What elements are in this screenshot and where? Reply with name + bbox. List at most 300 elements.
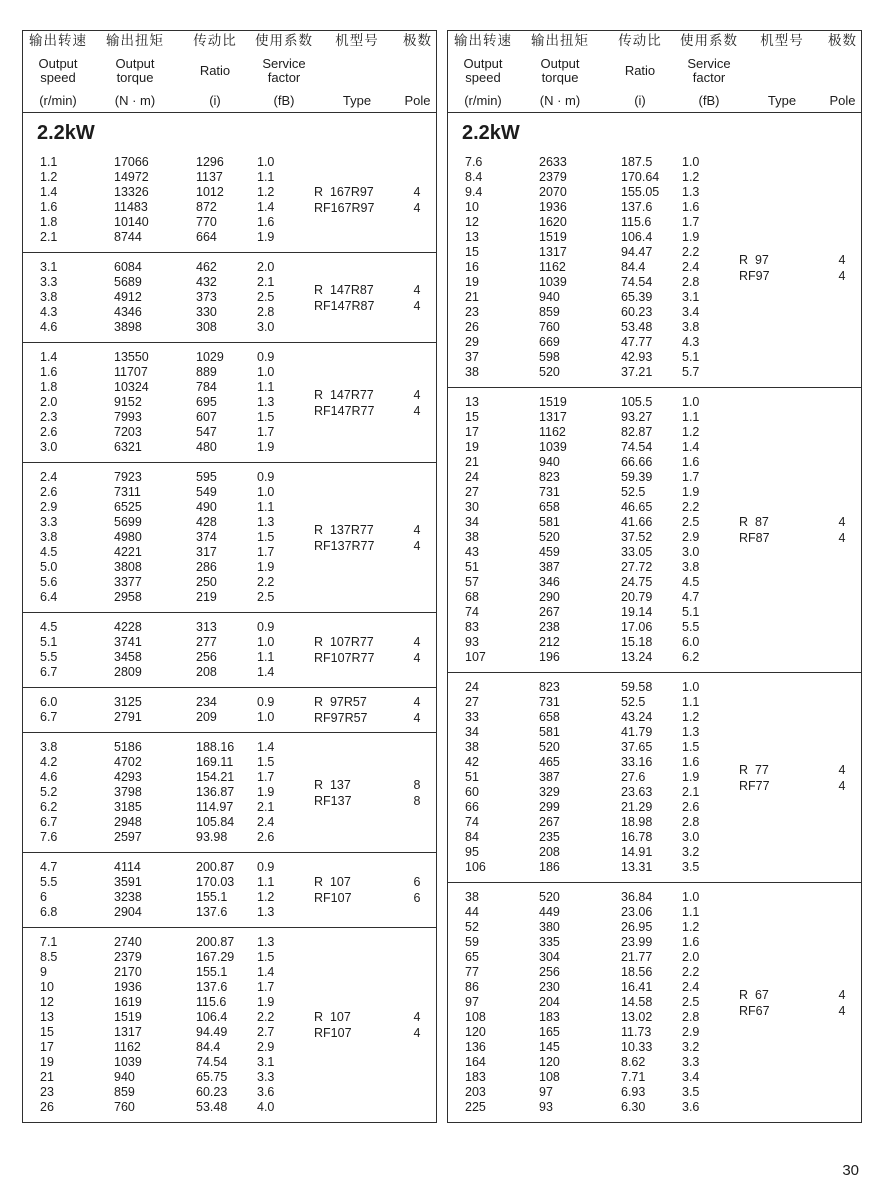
gear-ratio-block bbox=[23, 687, 436, 732]
type-label: R 97R57 bbox=[314, 695, 367, 709]
ratio-cell: 53.48 bbox=[196, 1100, 228, 1114]
speed-cell: 52 bbox=[465, 920, 479, 934]
speed-cell: 3.3 bbox=[40, 275, 58, 289]
table-row bbox=[448, 830, 861, 845]
table-row bbox=[23, 365, 436, 380]
pole-value: 4 bbox=[413, 695, 421, 709]
ratio-cell: 6.30 bbox=[621, 1100, 646, 1114]
table-row bbox=[448, 410, 861, 425]
header-en-label bbox=[38, 57, 77, 85]
service-factor-cell: 3.2 bbox=[682, 1040, 700, 1054]
torque-cell: 1519 bbox=[539, 395, 567, 409]
torque-cell: 335 bbox=[539, 935, 560, 949]
type-label: RF107 bbox=[314, 891, 352, 905]
speed-cell: 34 bbox=[465, 725, 479, 739]
speed-cell: 4.2 bbox=[40, 755, 58, 769]
ratio-cell: 37.21 bbox=[621, 365, 653, 379]
ratio-cell: 52.5 bbox=[621, 695, 646, 709]
table-row bbox=[23, 485, 436, 500]
ratio-cell: 74.54 bbox=[196, 1055, 228, 1069]
ratio-cell: 115.6 bbox=[196, 995, 227, 1009]
spec-table-panel-2 bbox=[447, 30, 862, 1123]
pole-value: 6 bbox=[413, 875, 421, 889]
service-factor-cell: 2.5 bbox=[257, 290, 275, 304]
speed-cell: 108 bbox=[465, 1010, 486, 1024]
torque-cell: 304 bbox=[539, 950, 560, 964]
ratio-cell: 84.4 bbox=[196, 1040, 221, 1054]
speed-cell: 8.5 bbox=[40, 950, 58, 964]
torque-cell: 731 bbox=[539, 485, 560, 499]
header-unit-label: (fB) bbox=[273, 93, 295, 108]
ratio-cell: 13.31 bbox=[621, 860, 653, 874]
table-row bbox=[448, 590, 861, 605]
service-factor-cell: 1.3 bbox=[257, 935, 275, 949]
service-factor-cell: 2.4 bbox=[682, 260, 700, 274]
header-unit-label: (r/min) bbox=[464, 93, 502, 108]
torque-cell: 108 bbox=[539, 1070, 560, 1084]
service-factor-cell: 3.4 bbox=[682, 305, 700, 319]
speed-cell: 120 bbox=[465, 1025, 486, 1039]
torque-cell: 581 bbox=[539, 515, 560, 529]
speed-cell: 107 bbox=[465, 650, 486, 664]
service-factor-cell: 2.1 bbox=[257, 275, 275, 289]
ratio-cell: 308 bbox=[196, 320, 217, 334]
ratio-cell: 105.84 bbox=[196, 815, 235, 829]
service-factor-cell: 1.5 bbox=[257, 755, 275, 769]
torque-cell: 267 bbox=[539, 605, 560, 619]
service-factor-cell: 1.5 bbox=[257, 530, 275, 544]
service-factor-cell: 5.7 bbox=[682, 365, 700, 379]
service-factor-cell: 0.9 bbox=[257, 620, 275, 634]
speed-cell: 37 bbox=[465, 350, 479, 364]
ratio-cell: 188.16 bbox=[196, 740, 235, 754]
table-row bbox=[448, 425, 861, 440]
service-factor-cell: 2.1 bbox=[257, 800, 275, 814]
speed-cell: 4.6 bbox=[40, 320, 58, 334]
ratio-cell: 16.78 bbox=[621, 830, 653, 844]
speed-cell: 10 bbox=[465, 200, 479, 214]
speed-cell: 44 bbox=[465, 905, 479, 919]
service-factor-cell: 5.5 bbox=[682, 620, 700, 634]
speed-cell: 27 bbox=[465, 485, 479, 499]
service-factor-cell: 1.2 bbox=[682, 170, 700, 184]
speed-cell: 1.2 bbox=[40, 170, 58, 184]
torque-cell: 183 bbox=[539, 1010, 560, 1024]
service-factor-cell: 1.0 bbox=[682, 680, 700, 694]
torque-cell: 3125 bbox=[114, 695, 142, 709]
service-factor-cell: 1.1 bbox=[682, 695, 700, 709]
torque-cell: 2597 bbox=[114, 830, 142, 844]
service-factor-cell: 2.0 bbox=[257, 260, 275, 274]
pole-value: 8 bbox=[413, 777, 421, 792]
ratio-cell: 41.79 bbox=[621, 725, 653, 739]
torque-cell: 2070 bbox=[539, 185, 567, 199]
table-row bbox=[23, 470, 436, 485]
ratio-cell: 872 bbox=[196, 200, 217, 214]
torque-cell: 2170 bbox=[114, 965, 142, 979]
speed-cell: 21 bbox=[465, 290, 479, 304]
torque-cell: 1039 bbox=[114, 1055, 142, 1069]
header-unit-label: Type bbox=[767, 93, 797, 108]
col-type-header bbox=[740, 34, 824, 108]
type-line bbox=[739, 268, 859, 284]
service-factor-cell: 1.2 bbox=[682, 920, 700, 934]
header-en-line: torque bbox=[116, 70, 154, 85]
speed-cell: 15 bbox=[465, 245, 479, 259]
ratio-cell: 209 bbox=[196, 710, 217, 724]
ratio-cell: 59.39 bbox=[621, 470, 653, 484]
header-unit-label: Type bbox=[342, 93, 372, 108]
type-label: RF137 bbox=[314, 793, 352, 808]
header-en-label bbox=[200, 64, 230, 78]
type-label: R 107 bbox=[314, 875, 351, 889]
torque-cell: 186 bbox=[539, 860, 560, 874]
torque-cell: 3185 bbox=[114, 800, 142, 814]
torque-cell: 5689 bbox=[114, 275, 142, 289]
header-en-line: factor bbox=[692, 70, 726, 85]
speed-cell: 3.1 bbox=[40, 260, 58, 274]
torque-cell: 1619 bbox=[114, 995, 142, 1009]
service-factor-cell: 1.2 bbox=[682, 425, 700, 439]
torque-cell: 940 bbox=[539, 455, 560, 469]
speed-cell: 8.4 bbox=[465, 170, 483, 184]
speed-cell: 38 bbox=[465, 890, 479, 904]
page-number: 30 bbox=[842, 1162, 859, 1179]
type-line bbox=[739, 514, 859, 530]
torque-cell: 10324 bbox=[114, 380, 149, 394]
service-factor-cell: 2.5 bbox=[257, 590, 275, 604]
table-row bbox=[448, 395, 861, 410]
type-line bbox=[314, 184, 434, 200]
speed-cell: 2.6 bbox=[40, 425, 58, 439]
type-line bbox=[739, 1003, 859, 1019]
pole-value: 4 bbox=[413, 1026, 421, 1040]
torque-cell: 449 bbox=[539, 905, 560, 919]
type-label: RF147R87 bbox=[314, 298, 375, 313]
ratio-cell: 219 bbox=[196, 590, 217, 604]
header-en-label bbox=[687, 57, 730, 85]
torque-cell: 3741 bbox=[114, 635, 142, 649]
speed-cell: 33 bbox=[465, 710, 479, 724]
torque-cell: 7993 bbox=[114, 410, 142, 424]
table-row bbox=[23, 260, 436, 275]
table-row bbox=[448, 305, 861, 320]
table-row bbox=[448, 170, 861, 185]
table-row bbox=[448, 1025, 861, 1040]
speed-cell: 4.5 bbox=[40, 545, 58, 559]
table-row bbox=[448, 680, 861, 695]
torque-cell: 8744 bbox=[114, 230, 142, 244]
torque-cell: 120 bbox=[539, 1055, 560, 1069]
service-factor-cell: 1.0 bbox=[257, 710, 275, 724]
service-factor-cell: 1.4 bbox=[257, 740, 275, 754]
speed-cell: 19 bbox=[40, 1055, 54, 1069]
speed-cell: 12 bbox=[40, 995, 54, 1009]
speed-cell: 93 bbox=[465, 635, 479, 649]
table-row bbox=[23, 425, 436, 440]
torque-cell: 4293 bbox=[114, 770, 142, 784]
spec-panels bbox=[22, 30, 862, 1123]
table-row bbox=[448, 710, 861, 725]
header-zh-label: 机型号 bbox=[335, 33, 379, 48]
torque-cell: 4912 bbox=[114, 290, 142, 304]
table-row bbox=[448, 365, 861, 380]
type-label: RF67 bbox=[739, 1003, 770, 1018]
gear-ratio-block bbox=[448, 387, 861, 672]
type-line bbox=[314, 1025, 434, 1041]
service-factor-cell: 1.9 bbox=[257, 440, 275, 454]
speed-cell: 19 bbox=[465, 275, 479, 289]
pole-value: 4 bbox=[413, 403, 421, 418]
service-factor-cell: 0.9 bbox=[257, 860, 275, 874]
type-label: R 97 bbox=[739, 252, 769, 267]
ratio-cell: 1012 bbox=[196, 185, 224, 199]
service-factor-cell: 3.5 bbox=[682, 860, 700, 874]
ratio-cell: 6.93 bbox=[621, 1085, 646, 1099]
speed-cell: 1.8 bbox=[40, 380, 58, 394]
service-factor-cell: 3.0 bbox=[682, 545, 700, 559]
header-en-line: Ratio bbox=[624, 63, 656, 78]
speed-cell: 12 bbox=[465, 215, 479, 229]
torque-cell: 1162 bbox=[539, 260, 566, 274]
type-pole-box bbox=[739, 252, 859, 284]
table-row bbox=[448, 1070, 861, 1085]
table-row bbox=[448, 1040, 861, 1055]
ratio-cell: 1137 bbox=[196, 170, 223, 184]
header-en-line: Output bbox=[115, 56, 155, 71]
ratio-cell: 8.62 bbox=[621, 1055, 646, 1069]
header-en-line: Output bbox=[38, 56, 78, 71]
service-factor-cell: 1.2 bbox=[257, 185, 275, 199]
torque-cell: 238 bbox=[539, 620, 560, 634]
header-en-label bbox=[463, 57, 502, 85]
table-row bbox=[448, 335, 861, 350]
torque-cell: 2904 bbox=[114, 905, 142, 919]
service-factor-cell: 1.4 bbox=[682, 440, 700, 454]
type-pole-box bbox=[314, 1009, 434, 1041]
torque-cell: 5699 bbox=[114, 515, 142, 529]
ratio-cell: 170.64 bbox=[621, 170, 660, 184]
service-factor-cell: 1.0 bbox=[257, 485, 275, 499]
type-label: R 77 bbox=[739, 762, 769, 777]
ratio-cell: 23.06 bbox=[621, 905, 653, 919]
ratio-cell: 59.58 bbox=[621, 680, 653, 694]
service-factor-cell: 0.9 bbox=[257, 350, 275, 364]
ratio-cell: 14.58 bbox=[621, 995, 653, 1009]
type-pole-box bbox=[739, 987, 859, 1019]
torque-cell: 329 bbox=[539, 785, 560, 799]
ratio-cell: 18.98 bbox=[621, 815, 653, 829]
ratio-cell: 27.72 bbox=[621, 560, 653, 574]
ratio-cell: 14.91 bbox=[621, 845, 653, 859]
speed-cell: 42 bbox=[465, 755, 479, 769]
speed-cell: 60 bbox=[465, 785, 479, 799]
torque-cell: 5186 bbox=[114, 740, 142, 754]
table-row bbox=[448, 455, 861, 470]
pole-value: 4 bbox=[413, 651, 421, 665]
header-unit-label: (i) bbox=[209, 93, 221, 108]
type-pole-box bbox=[739, 514, 859, 546]
speed-cell: 77 bbox=[465, 965, 479, 979]
type-pole-box bbox=[739, 762, 859, 794]
ratio-cell: 13.24 bbox=[621, 650, 653, 664]
torque-cell: 10140 bbox=[114, 215, 149, 229]
speed-cell: 21 bbox=[40, 1070, 54, 1084]
torque-cell: 387 bbox=[539, 560, 560, 574]
type-line bbox=[739, 987, 859, 1003]
type-label: R 137R77 bbox=[314, 522, 374, 537]
pole-value: 4 bbox=[413, 711, 421, 725]
pole-value: 4 bbox=[838, 778, 846, 793]
torque-cell: 11483 bbox=[114, 200, 148, 214]
service-factor-cell: 2.9 bbox=[682, 1025, 700, 1039]
torque-cell: 1317 bbox=[539, 410, 567, 424]
torque-cell: 2379 bbox=[114, 950, 142, 964]
ratio-cell: 33.05 bbox=[621, 545, 653, 559]
type-pole-box bbox=[314, 282, 434, 314]
gear-ratio-block bbox=[23, 252, 436, 342]
torque-cell: 859 bbox=[114, 1085, 135, 1099]
table-row bbox=[23, 620, 436, 635]
speed-cell: 6.7 bbox=[40, 815, 58, 829]
pole-value: 4 bbox=[413, 185, 421, 199]
speed-cell: 9 bbox=[40, 965, 47, 979]
table-row bbox=[448, 485, 861, 500]
table-row bbox=[448, 965, 861, 980]
service-factor-cell: 0.9 bbox=[257, 695, 275, 709]
type-pole-box bbox=[314, 522, 434, 554]
ratio-cell: 74.54 bbox=[621, 275, 653, 289]
pole-value: 6 bbox=[413, 891, 421, 905]
table-row bbox=[23, 575, 436, 590]
torque-cell: 1162 bbox=[539, 425, 566, 439]
gear-ratio-block bbox=[448, 672, 861, 882]
service-factor-cell: 1.6 bbox=[682, 455, 700, 469]
speed-cell: 5.5 bbox=[40, 650, 58, 664]
torque-cell: 3898 bbox=[114, 320, 142, 334]
service-factor-cell: 3.1 bbox=[682, 290, 700, 304]
ratio-cell: 480 bbox=[196, 440, 217, 454]
header-unit-label: (N · m) bbox=[114, 93, 156, 108]
ratio-cell: 15.18 bbox=[621, 635, 653, 649]
ratio-cell: 46.65 bbox=[621, 500, 653, 514]
pole-value: 4 bbox=[838, 268, 846, 283]
service-factor-cell: 3.0 bbox=[682, 830, 700, 844]
torque-cell: 2809 bbox=[114, 665, 142, 679]
speed-cell: 17 bbox=[40, 1040, 54, 1054]
table-row bbox=[23, 560, 436, 575]
ratio-cell: 60.23 bbox=[621, 305, 653, 319]
service-factor-cell: 1.3 bbox=[682, 725, 700, 739]
service-factor-cell: 1.7 bbox=[682, 470, 700, 484]
type-label: RF97R57 bbox=[314, 711, 368, 725]
torque-cell: 3798 bbox=[114, 785, 142, 799]
service-factor-cell: 1.7 bbox=[257, 425, 275, 439]
service-factor-cell: 1.3 bbox=[682, 185, 700, 199]
torque-cell: 6321 bbox=[114, 440, 142, 454]
ratio-cell: 155.1 bbox=[196, 965, 228, 979]
type-label: R 167R97 bbox=[314, 185, 374, 199]
service-factor-cell: 1.9 bbox=[257, 785, 275, 799]
table-row bbox=[23, 860, 436, 875]
table-row bbox=[23, 155, 436, 170]
service-factor-cell: 2.5 bbox=[682, 515, 700, 529]
speed-cell: 83 bbox=[465, 620, 479, 634]
gear-ratio-block bbox=[23, 148, 436, 252]
ratio-cell: 200.87 bbox=[196, 935, 235, 949]
speed-cell: 1.6 bbox=[40, 200, 58, 214]
col-service-factor-header bbox=[678, 34, 740, 108]
header-zh-label: 使用系数 bbox=[680, 33, 738, 48]
spec-table-panel-1 bbox=[22, 30, 437, 1123]
pole-value: 4 bbox=[838, 515, 846, 529]
service-factor-cell: 3.8 bbox=[682, 560, 700, 574]
gear-ratio-block bbox=[23, 342, 436, 462]
service-factor-cell: 1.7 bbox=[257, 545, 275, 559]
header-en-line: Service bbox=[262, 56, 306, 71]
section-title: 2.2kW bbox=[462, 122, 520, 144]
service-factor-cell: 1.6 bbox=[682, 935, 700, 949]
table-row bbox=[448, 155, 861, 170]
pole-value: 4 bbox=[838, 252, 846, 267]
torque-cell: 13550 bbox=[114, 350, 149, 364]
service-factor-cell: 1.7 bbox=[682, 215, 700, 229]
header-zh-label: 输出转速 bbox=[454, 33, 512, 48]
service-factor-cell: 1.9 bbox=[257, 995, 275, 1009]
table-row bbox=[448, 800, 861, 815]
pole-value: 4 bbox=[413, 635, 421, 649]
speed-cell: 6.7 bbox=[40, 710, 58, 724]
ratio-cell: 137.6 bbox=[196, 905, 228, 919]
speed-cell: 2.1 bbox=[40, 230, 58, 244]
service-factor-cell: 1.7 bbox=[257, 980, 275, 994]
speed-cell: 6.8 bbox=[40, 905, 58, 919]
type-label: R 107R77 bbox=[314, 635, 374, 649]
speed-cell: 15 bbox=[465, 410, 479, 424]
ratio-cell: 26.95 bbox=[621, 920, 653, 934]
type-line bbox=[739, 530, 859, 546]
speed-cell: 4.7 bbox=[40, 860, 58, 874]
torque-cell: 1039 bbox=[539, 440, 567, 454]
type-line bbox=[314, 200, 434, 216]
header-zh-label: 极数 bbox=[403, 33, 432, 48]
speed-cell: 68 bbox=[465, 590, 479, 604]
speed-cell: 106 bbox=[465, 860, 486, 874]
pole-value: 4 bbox=[413, 201, 421, 215]
table-row bbox=[448, 845, 861, 860]
gear-ratio-block bbox=[23, 732, 436, 852]
torque-cell: 4221 bbox=[114, 545, 142, 559]
torque-cell: 208 bbox=[539, 845, 560, 859]
torque-cell: 520 bbox=[539, 365, 560, 379]
ratio-cell: 695 bbox=[196, 395, 217, 409]
torque-cell: 230 bbox=[539, 980, 560, 994]
service-factor-cell: 1.5 bbox=[257, 950, 275, 964]
speed-cell: 6 bbox=[40, 890, 47, 904]
ratio-cell: 37.65 bbox=[621, 740, 653, 754]
ratio-cell: 462 bbox=[196, 260, 217, 274]
section-title: 2.2kW bbox=[37, 122, 95, 144]
ratio-cell: 1029 bbox=[196, 350, 224, 364]
ratio-cell: 33.16 bbox=[621, 755, 653, 769]
type-label: RF137R77 bbox=[314, 538, 375, 553]
speed-cell: 57 bbox=[465, 575, 479, 589]
speed-cell: 17 bbox=[465, 425, 479, 439]
speed-cell: 21 bbox=[465, 455, 479, 469]
torque-cell: 940 bbox=[539, 290, 560, 304]
table-row bbox=[448, 635, 861, 650]
ratio-cell: 93.27 bbox=[621, 410, 653, 424]
